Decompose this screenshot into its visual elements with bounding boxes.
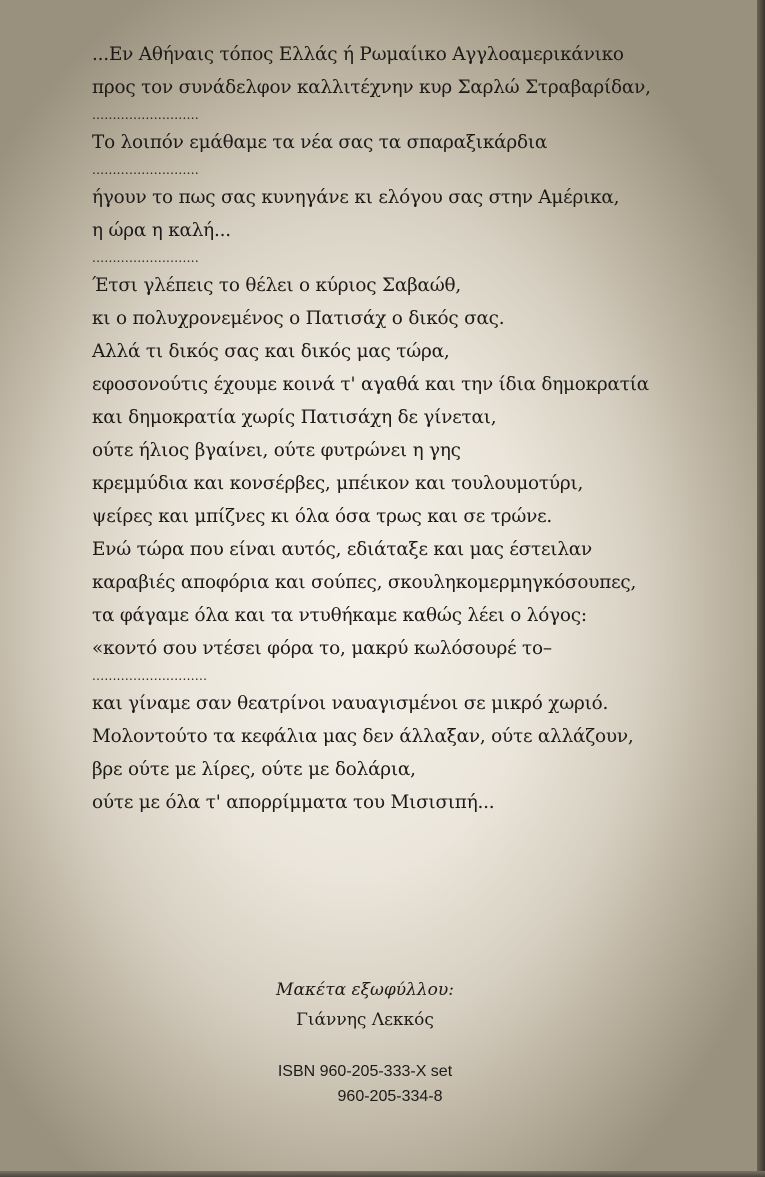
ellipsis-separator: ............................	[92, 669, 208, 683]
page-edge-shadow	[757, 0, 765, 1177]
poem-line: ούτε με όλα τ' απορρίμματα του Μισισιπή...	[92, 792, 495, 813]
poem-line: βρε ούτε με λίρες, ούτε με δολάρια,	[92, 759, 416, 780]
poem-line: ψείρες και μπίζνες κι όλα όσα τρως και σε τρώνε.	[92, 506, 553, 527]
poem-line: τα φάγαμε όλα και τα ντυθήκαμε καθώς λέει ο λόγος:	[92, 605, 587, 626]
poem-line: κρεμμύδια και κονσέρβες, μπέικον και τουλουμοτύρι,	[92, 473, 584, 494]
poem-line: και δημοκρατία χωρίς Πατισάχη δε γίνεται,	[92, 407, 497, 428]
poem-line: Έτσι γλέπεις το θέλει ο κύριος Σαβαώθ,	[92, 275, 462, 296]
cover-design-label: Μακέτα εξωφύλλου:	[276, 980, 454, 1000]
poem-line: κι ο πολυχρονεμένος ο Πατισάχ ο δικός σας.	[92, 308, 505, 329]
poem-line: Το λοιπόν εμάθαμε τα νέα σας τα σπαραξικάρδια	[92, 132, 548, 153]
poem-line: καραβιές αποφόρια και σούπες, σκουληκομερμηγκόσουπες,	[92, 572, 637, 593]
poem-line: προς τον συνάδελφον καλλιτέχνην κυρ Σαρλώ Στραβαρίδαν,	[92, 77, 651, 98]
poem-line: εφοσονούτις έχουμε κοινά τ' αγαθά και την ίδια δημοκρατία	[92, 374, 649, 395]
isbn-set: ISBN 960-205-333-X set	[277, 1063, 453, 1080]
poem-line: ούτε ήλιος βγαίνει, ούτε φυτρώνει η γης	[92, 440, 461, 461]
poem-text	[92, 38, 742, 819]
poem-line: ...Εν Αθήναις τόπος Ελλάς ή Ρωμαίικο Αγγλοαμερικάνικο	[92, 44, 624, 65]
poem-line: Μολοντούτο τα κεφάλια μας δεν άλλαξαν, ούτε αλλάζουν,	[92, 726, 634, 747]
isbn-volume: 960-205-334-8	[337, 1088, 443, 1105]
ellipsis-separator: ..........................	[92, 163, 199, 177]
poem-line: η ώρα η καλή...	[92, 220, 231, 241]
ellipsis-separator: ..........................	[92, 251, 199, 265]
page-edge-shadow	[0, 1171, 765, 1177]
poem-line: ήγουν το πως σας κυνηγάνε κι ελόγου σας στην Αμέρικα,	[92, 187, 620, 208]
poem-line: Αλλά τι δικός σας και δικός μας τώρα,	[92, 341, 450, 362]
cover-designer-name: Γιάννης Λεκκός	[296, 1010, 434, 1030]
poem-line: Ενώ τώρα που είναι αυτός, εδιάταξε και μας έστειλαν	[92, 539, 592, 560]
ellipsis-separator: ..........................	[92, 108, 199, 122]
poem-line: και γίναμε σαν θεατρίνοι ναυαγισμένοι σε μικρό χωριό.	[92, 693, 609, 714]
poem-line: «κοντό σου ντέσει φόρα το, μακρύ κωλόσουρέ το–	[92, 638, 552, 659]
